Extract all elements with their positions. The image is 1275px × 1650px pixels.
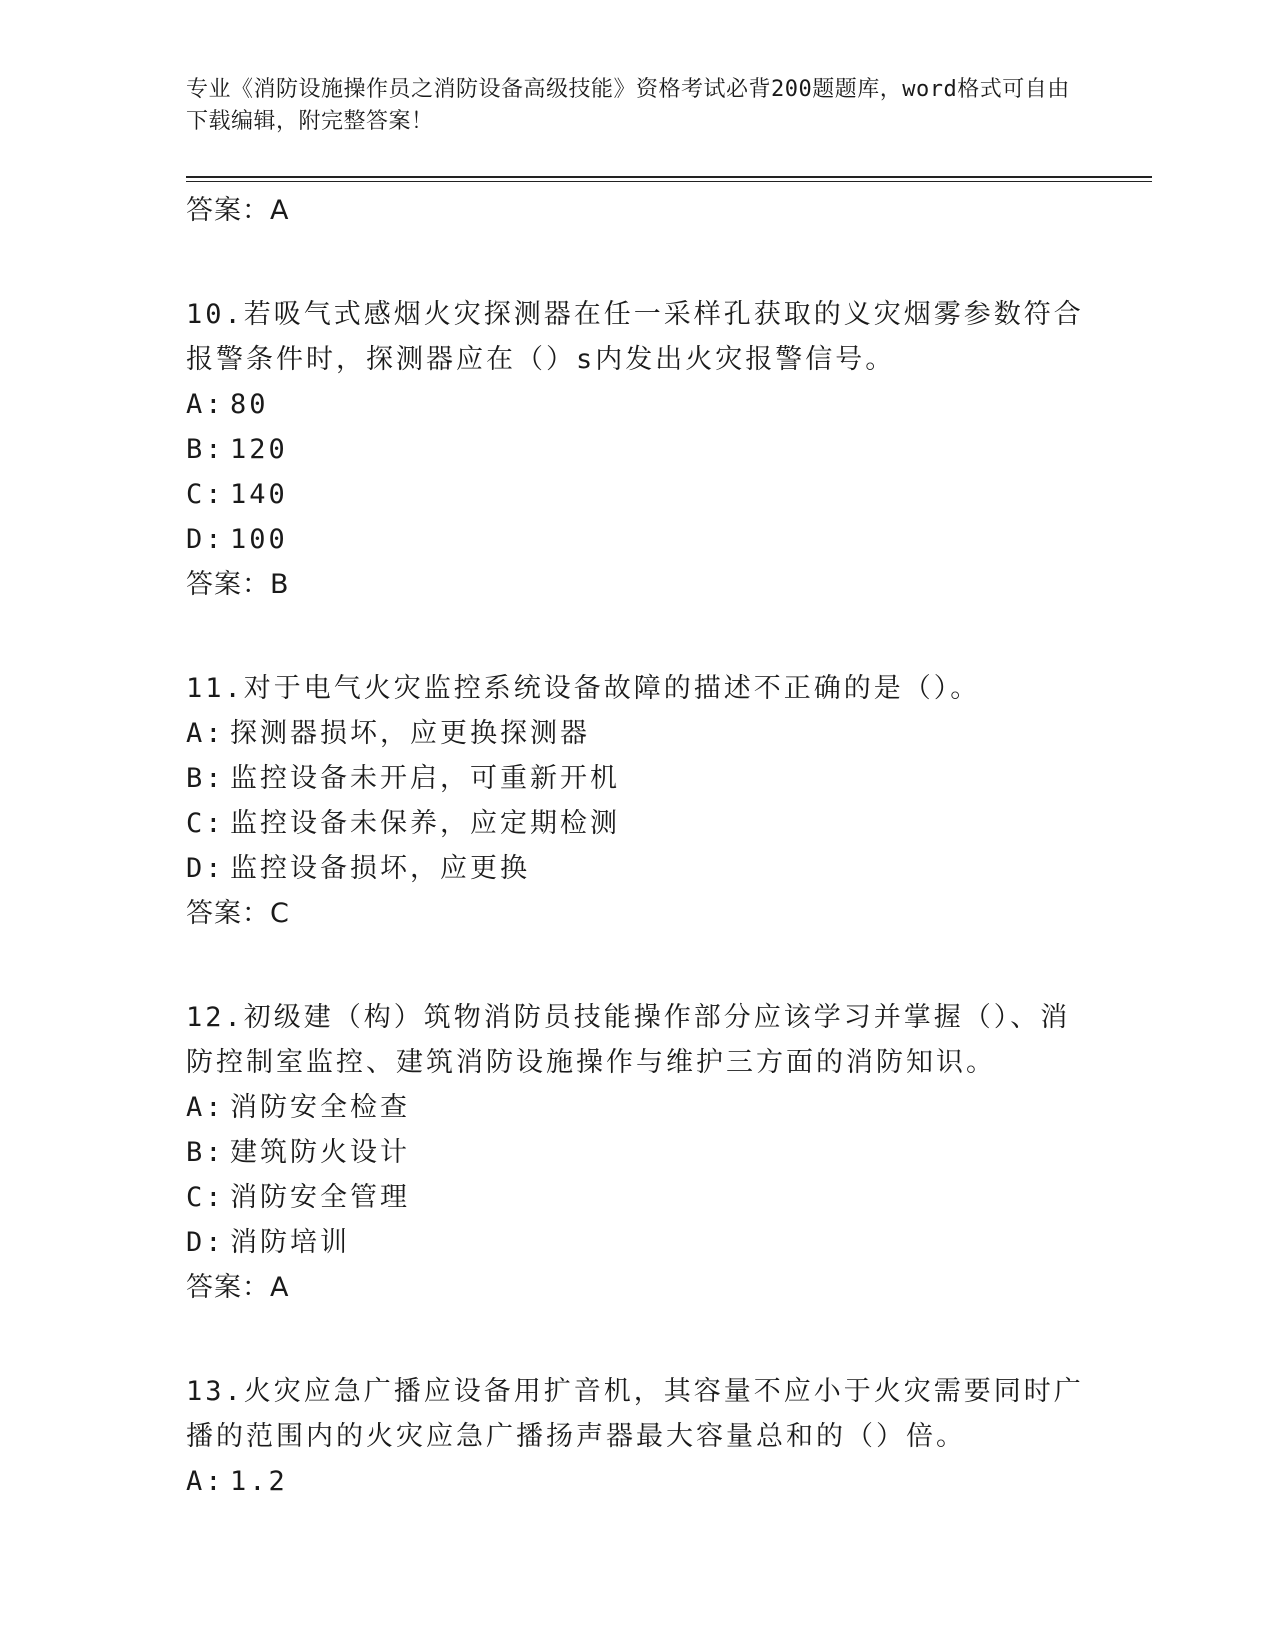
option-text: 100 bbox=[230, 524, 288, 555]
option-letter: B: bbox=[186, 1137, 225, 1168]
header-divider bbox=[186, 176, 1152, 178]
option-text: 1.2 bbox=[230, 1466, 288, 1497]
option-text: 120 bbox=[230, 434, 288, 465]
answer-line bbox=[186, 891, 1086, 937]
option-letter: B: bbox=[186, 434, 225, 465]
option-text: 80 bbox=[230, 389, 269, 420]
question-number: 11. bbox=[186, 673, 244, 704]
option-letter: A: bbox=[186, 389, 225, 420]
option-text: 监控设备未保养，应定期检测 bbox=[230, 808, 620, 839]
option-text: 140 bbox=[230, 479, 288, 510]
spacer bbox=[186, 937, 1086, 995]
answer-line bbox=[186, 1265, 1086, 1311]
question-list bbox=[186, 188, 1086, 1504]
answer-value: A bbox=[270, 195, 290, 226]
question-item bbox=[186, 1369, 1086, 1504]
option-text: 监控设备损坏，应更换 bbox=[230, 853, 530, 884]
option-letter: C: bbox=[186, 1182, 225, 1213]
option-b bbox=[186, 1130, 1086, 1175]
option-letter: B: bbox=[186, 763, 225, 794]
question-stem: 初级建（构）筑物消防员技能操作部分应该学习并掌握（）、消防控制室监控、建筑消防设施操作与维护三方面的消防知识。 bbox=[186, 1002, 1071, 1078]
option-d bbox=[186, 517, 1086, 562]
option-a bbox=[186, 711, 1086, 756]
question-text bbox=[186, 1369, 1086, 1459]
option-letter: D: bbox=[186, 524, 225, 555]
option-b bbox=[186, 427, 1086, 472]
answer-label: 答案： bbox=[186, 569, 270, 600]
option-a bbox=[186, 1085, 1086, 1130]
option-d bbox=[186, 846, 1086, 891]
option-letter: A: bbox=[186, 1466, 225, 1497]
option-letter: C: bbox=[186, 808, 225, 839]
answer-line bbox=[186, 188, 1086, 234]
option-text: 监控设备未开启，可重新开机 bbox=[230, 763, 620, 794]
question-text bbox=[186, 292, 1086, 382]
option-letter: D: bbox=[186, 1227, 225, 1258]
question-stem: 对于电气火灾监控系统设备故障的描述不正确的是（）。 bbox=[243, 673, 981, 704]
question-text bbox=[186, 666, 1086, 711]
question-number: 12. bbox=[186, 1002, 244, 1033]
answer-value: C bbox=[270, 898, 290, 929]
question-stem: 火灾应急广播应设备用扩音机，其容量不应小于火灾需要同时广播的范围内的火灾应急广播扬声器最大容量总和的（）倍。 bbox=[186, 1376, 1084, 1452]
question-number: 10. bbox=[186, 299, 244, 330]
question-text bbox=[186, 995, 1086, 1085]
answer-line bbox=[186, 562, 1086, 608]
header-divider-thin bbox=[186, 181, 1152, 182]
option-text: 消防安全检查 bbox=[230, 1092, 410, 1123]
option-letter: A: bbox=[186, 718, 225, 749]
question-item bbox=[186, 995, 1086, 1311]
option-c bbox=[186, 472, 1086, 517]
question-stem: 若吸气式感烟火灾探测器在任一采样孔获取的义灾烟雾参数符合报警条件时，探测器应在（）s内发出火灾报警信号。 bbox=[186, 299, 1084, 375]
option-c bbox=[186, 801, 1086, 846]
option-text: 消防培训 bbox=[230, 1227, 350, 1258]
option-text: 消防安全管理 bbox=[230, 1182, 410, 1213]
answer-label: 答案： bbox=[186, 898, 270, 929]
question-number: 13. bbox=[186, 1376, 244, 1407]
option-text: 建筑防火设计 bbox=[230, 1137, 410, 1168]
option-a bbox=[186, 382, 1086, 427]
question-item bbox=[186, 666, 1086, 937]
spacer bbox=[186, 608, 1086, 666]
answer-value: B bbox=[270, 569, 290, 600]
option-letter: A: bbox=[186, 1092, 225, 1123]
answer-label: 答案： bbox=[186, 1272, 270, 1303]
spacer bbox=[186, 1311, 1086, 1369]
option-d bbox=[186, 1220, 1086, 1265]
document-header: 专业《消防设施操作员之消防设备高级技能》资格考试必背200题题库，word格式可自由下载编辑，附完整答案！ bbox=[186, 77, 1070, 134]
option-letter: D: bbox=[186, 853, 225, 884]
answer-label: 答案： bbox=[186, 195, 270, 226]
spacer bbox=[186, 234, 1086, 292]
option-text: 探测器损坏，应更换探测器 bbox=[230, 718, 590, 749]
answer-value: A bbox=[270, 1272, 290, 1303]
option-b bbox=[186, 756, 1086, 801]
option-c bbox=[186, 1175, 1086, 1220]
option-letter: C: bbox=[186, 479, 225, 510]
option-a bbox=[186, 1459, 1086, 1504]
question-item bbox=[186, 292, 1086, 608]
